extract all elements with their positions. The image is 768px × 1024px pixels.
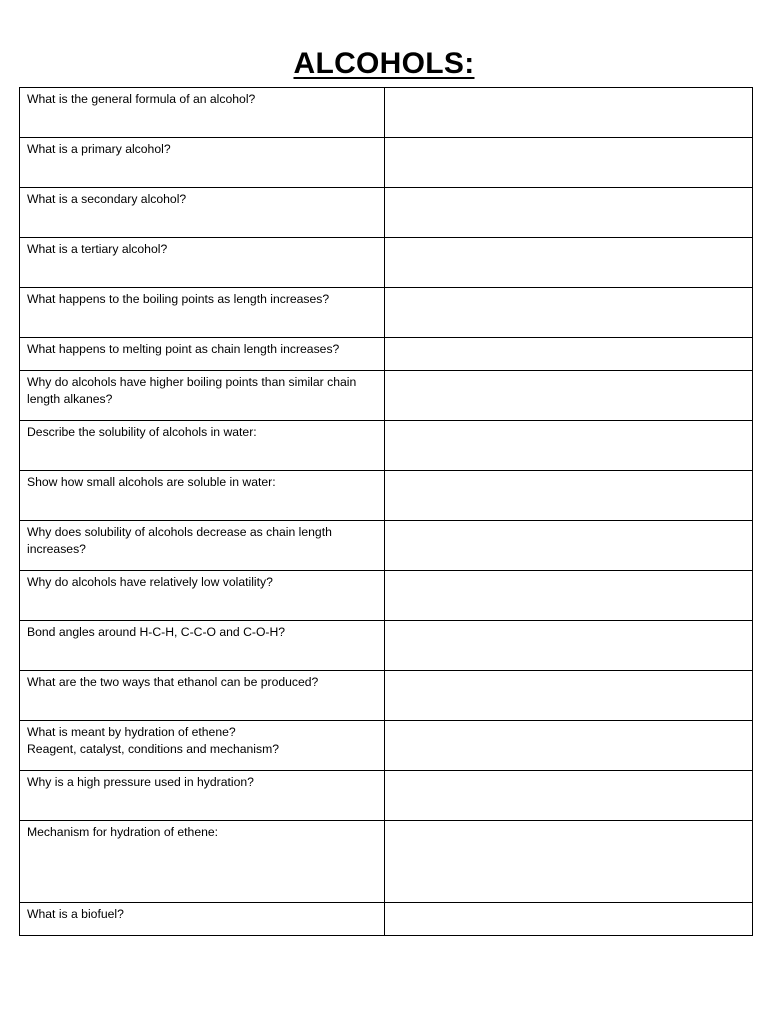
answer-cell[interactable]: [385, 571, 753, 621]
answer-cell[interactable]: [385, 671, 753, 721]
answer-cell[interactable]: [385, 238, 753, 288]
table-row: [20, 471, 753, 521]
answer-cell[interactable]: [385, 821, 753, 903]
answer-cell[interactable]: [385, 88, 753, 138]
table-row: [20, 671, 753, 721]
table-row: [20, 88, 753, 138]
table-row: [20, 521, 753, 571]
table-row: [20, 421, 753, 471]
table-row: [20, 821, 753, 903]
question-cell: Why does solubility of alcohols decrease as chain length increases?: [20, 521, 385, 571]
table-row: [20, 338, 753, 371]
answer-cell[interactable]: [385, 288, 753, 338]
answer-cell[interactable]: [385, 338, 753, 371]
answer-cell[interactable]: [385, 471, 753, 521]
question-cell: Mechanism for hydration of ethene:: [20, 821, 385, 903]
answer-cell[interactable]: [385, 421, 753, 471]
question-cell: Describe the solubility of alcohols in water:: [20, 421, 385, 471]
question-cell: What is a biofuel?: [20, 903, 385, 936]
question-cell: What is a primary alcohol?: [20, 138, 385, 188]
answer-cell[interactable]: [385, 621, 753, 671]
question-cell: What is a secondary alcohol?: [20, 188, 385, 238]
table-row: [20, 238, 753, 288]
table-row: [20, 903, 753, 936]
answer-cell[interactable]: [385, 188, 753, 238]
table-row: [20, 721, 753, 771]
table-row: [20, 621, 753, 671]
question-cell: Why is a high pressure used in hydration?: [20, 771, 385, 821]
answer-cell[interactable]: [385, 771, 753, 821]
table-row: [20, 771, 753, 821]
answer-cell[interactable]: [385, 903, 753, 936]
question-cell: What is a tertiary alcohol?: [20, 238, 385, 288]
question-cell: What happens to the boiling points as length increases?: [20, 288, 385, 338]
answer-cell[interactable]: [385, 371, 753, 421]
question-cell: What is meant by hydration of ethene? Reagent, catalyst, conditions and mechanism?: [20, 721, 385, 771]
question-cell: Show how small alcohols are soluble in water:: [20, 471, 385, 521]
table-row: [20, 571, 753, 621]
answer-cell[interactable]: [385, 138, 753, 188]
answer-cell[interactable]: [385, 721, 753, 771]
question-cell: Why do alcohols have higher boiling points than similar chain length alkanes?: [20, 371, 385, 421]
question-cell: What are the two ways that ethanol can be produced?: [20, 671, 385, 721]
table-row: [20, 288, 753, 338]
answer-cell[interactable]: [385, 521, 753, 571]
table-row: [20, 138, 753, 188]
question-cell: What is the general formula of an alcohol?: [20, 88, 385, 138]
table-row: [20, 188, 753, 238]
table-row: [20, 371, 753, 421]
question-cell: Why do alcohols have relatively low volatility?: [20, 571, 385, 621]
question-cell: What happens to melting point as chain length increases?: [20, 338, 385, 371]
page-title: ALCOHOLS:: [293, 47, 475, 80]
question-cell: Bond angles around H-C-H, C-C-O and C-O-H?: [20, 621, 385, 671]
question-table: [19, 87, 753, 936]
